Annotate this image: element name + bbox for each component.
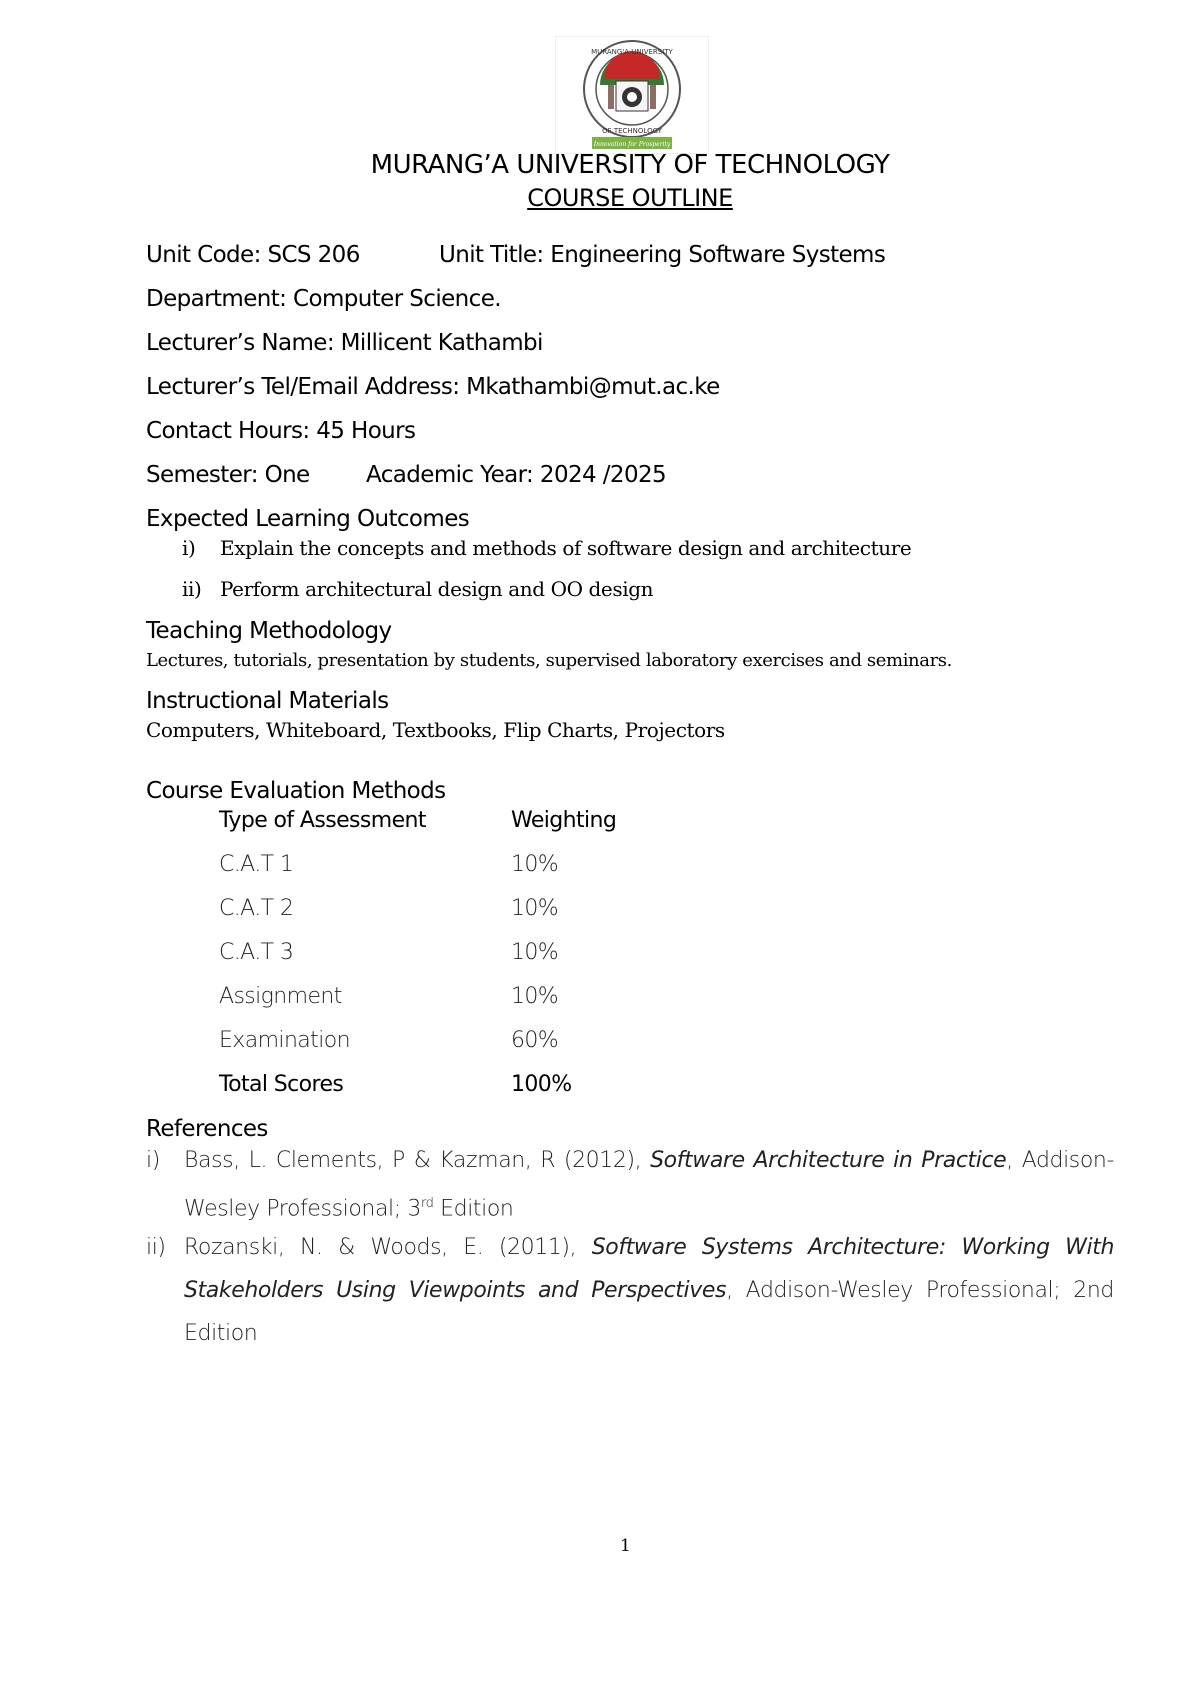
methodology-text: Lectures, tutorials, presentation by students, supervised laboratory exercises and seminars. — [146, 650, 952, 671]
assessment-type: Assignment — [219, 984, 342, 1009]
reference-number: i) — [146, 1148, 160, 1173]
university-logo — [555, 36, 709, 154]
contact-hours: Contact Hours: 45 Hours — [146, 418, 416, 444]
references-heading: References — [146, 1116, 268, 1142]
column-header-weighting: Weighting — [511, 808, 617, 833]
reference-item — [146, 1139, 1114, 1230]
evaluation-heading: Course Evaluation Methods — [146, 778, 446, 804]
outcome-item — [182, 577, 653, 601]
lecturer-name: Lecturer’s Name: Millicent Kathambi — [146, 330, 543, 356]
department: Department: Computer Science. — [146, 286, 501, 312]
total-value: 100% — [511, 1072, 572, 1097]
assessment-weight: 60% — [511, 1028, 559, 1053]
total-label: Total Scores — [219, 1072, 344, 1097]
outcome-item — [182, 536, 911, 560]
outcome-text: Perform architectural design and OO design — [220, 577, 654, 601]
assessment-weight: 10% — [511, 852, 559, 877]
outcomes-heading: Expected Learning Outcomes — [146, 506, 470, 532]
outcome-number: ii) — [182, 577, 202, 601]
reference-item — [146, 1226, 1114, 1355]
materials-text: Computers, Whiteboard, Textbooks, Flip Charts, Projectors — [146, 718, 725, 742]
materials-heading: Instructional Materials — [146, 688, 389, 714]
university-name: MURANG’A UNIVERSITY OF TECHNOLOGY — [370, 150, 890, 180]
svg-text:OF TECHNOLOGY: OF TECHNOLOGY — [602, 127, 662, 135]
reference-title: Software Architecture in Practice — [650, 1148, 1007, 1173]
methodology-heading: Teaching Methodology — [146, 618, 392, 644]
academic-year: Academic Year: 2024 /2025 — [366, 462, 667, 488]
assessment-weight: 10% — [511, 940, 559, 965]
reference-text: Bass, L. Clements, P & Kazman, R (2012), Software Architecture in Practice, Addison-Wesley Professional; 3rd Edition — [184, 1148, 1115, 1222]
reference-title: Software Systems Architecture: Working With Stakeholders Using Viewpoints and Perspectives — [184, 1235, 1114, 1303]
assessment-type: C.A.T 3 — [219, 940, 294, 965]
page-number: 1 — [620, 1536, 631, 1556]
document-title: COURSE OUTLINE — [527, 184, 733, 212]
reference-number: ii) — [146, 1235, 166, 1260]
column-header-type: Type of Assessment — [219, 808, 426, 833]
assessment-type: C.A.T 1 — [219, 852, 294, 877]
outcome-number: i) — [182, 536, 196, 560]
assessment-weight: 10% — [511, 896, 559, 921]
unit-code: Unit Code: SCS 206 — [146, 242, 360, 268]
assessment-weight: 10% — [511, 984, 559, 1009]
reference-text: Rozanski, N. & Woods, E. (2011), Software Systems Architecture: Working With Stakeholders Using Viewpoints and Perspectives, Addison-Wesley Professional; 2nd Edition — [184, 1235, 1114, 1346]
lecturer-contact: Lecturer’s Tel/Email Address: Mkathambi@mut.ac.ke — [146, 374, 720, 400]
unit-title: Unit Title: Engineering Software Systems — [439, 242, 886, 268]
svg-text:Innovation for Prosperity: Innovation for Prosperity — [593, 141, 671, 148]
assessment-type: Examination — [219, 1028, 350, 1053]
assessment-type: C.A.T 2 — [219, 896, 294, 921]
outcome-text: Explain the concepts and methods of software design and architecture — [220, 536, 912, 560]
semester: Semester: One — [146, 462, 310, 488]
svg-text:MURANG'A UNIVERSITY: MURANG'A UNIVERSITY — [591, 48, 673, 56]
